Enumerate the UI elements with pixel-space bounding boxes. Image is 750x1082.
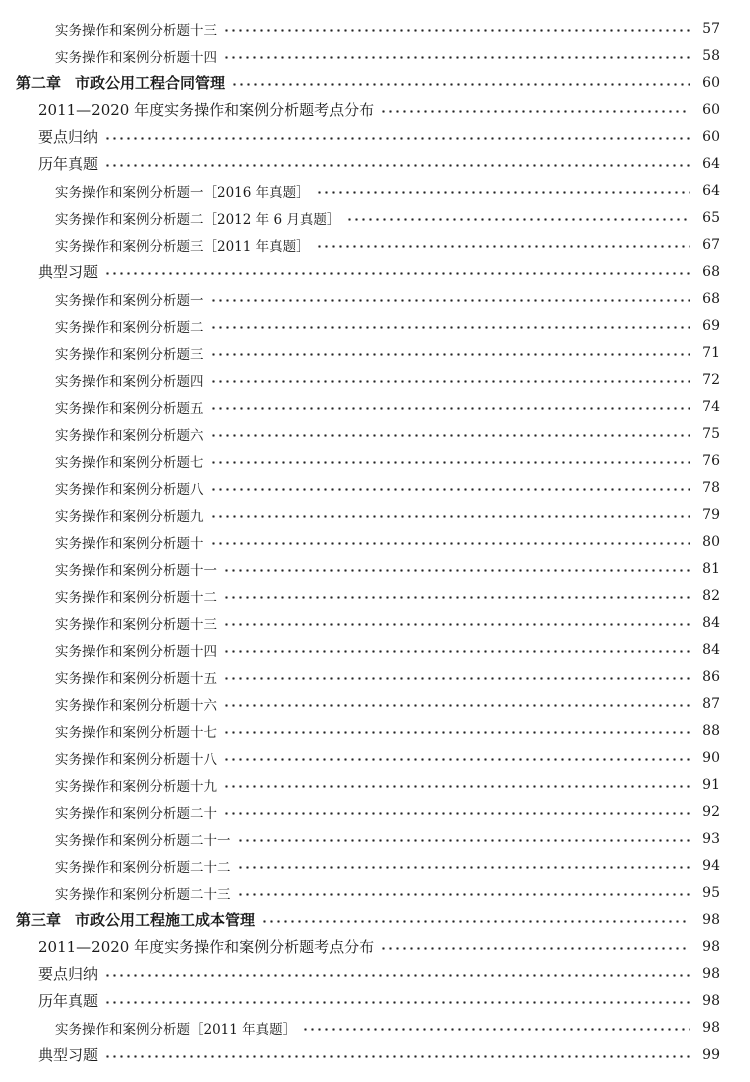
page-number: 65 — [702, 209, 720, 226]
toc-item-entry[interactable] — [0, 717, 750, 744]
toc-item-entry[interactable] — [0, 555, 750, 582]
dot-leader — [223, 569, 690, 572]
toc-entry-title: 实务操作和案例分析题二十一 — [55, 832, 231, 849]
page-number: 64 — [702, 155, 720, 172]
dot-leader — [210, 542, 691, 545]
toc-entry-title: 实务操作和案例分析题二十二 — [55, 859, 231, 876]
page-number: 86 — [702, 668, 720, 685]
toc-entry-title: 典型习题 — [38, 263, 99, 281]
toc-item-entry[interactable] — [0, 609, 750, 636]
toc-entry-title: 实务操作和案例分析题一 — [55, 292, 204, 309]
dot-leader — [237, 893, 691, 896]
toc-item-entry[interactable] — [0, 798, 750, 825]
toc-entry-title: 历年真题 — [38, 992, 99, 1010]
page-number: 90 — [702, 749, 720, 766]
dot-leader — [210, 488, 691, 491]
toc-item-entry[interactable] — [0, 582, 750, 609]
chapter-title: 市政公用工程合同管理 — [75, 74, 226, 92]
toc-entry-title: 实务操作和案例分析题一［2016 年真题］ — [55, 184, 310, 201]
page-number: 67 — [702, 236, 720, 253]
dot-leader — [104, 1001, 690, 1004]
page-number: 68 — [702, 290, 720, 307]
page-number: 98 — [702, 965, 720, 982]
page-number: 69 — [702, 317, 720, 334]
dot-leader — [380, 947, 690, 950]
page-number: 60 — [702, 101, 720, 118]
page-number: 71 — [702, 344, 720, 361]
dot-leader — [210, 380, 691, 383]
chapter-title: 市政公用工程施工成本管理 — [75, 911, 256, 929]
dot-leader — [104, 1055, 690, 1058]
toc-item-entry[interactable] — [0, 15, 750, 42]
dot-leader — [210, 515, 691, 518]
page-number: 81 — [702, 560, 720, 577]
toc-chapter-entry[interactable] — [0, 69, 750, 96]
toc-entry-title: 要点归纳 — [38, 128, 99, 146]
dot-leader — [223, 56, 690, 59]
toc-item-entry[interactable] — [0, 312, 750, 339]
toc-item-entry[interactable] — [0, 771, 750, 798]
dot-leader — [210, 461, 691, 464]
toc-entry-title: 实务操作和案例分析题十二 — [55, 589, 217, 606]
page-number: 94 — [702, 857, 720, 874]
toc-section-entry[interactable] — [0, 258, 750, 285]
page-number: 98 — [702, 938, 720, 955]
toc-entry-title: 实务操作和案例分析题三 — [55, 346, 204, 363]
page-number: 98 — [702, 992, 720, 1009]
page-number: 79 — [702, 506, 720, 523]
toc-entry-title — [16, 909, 255, 930]
toc-entry-title: 实务操作和案例分析题十三 — [55, 22, 217, 39]
toc-item-entry[interactable] — [0, 852, 750, 879]
dot-leader — [346, 218, 690, 221]
chapter-number: 第二章 — [16, 74, 62, 92]
toc-entry-title: 2011—2020 年度实务操作和案例分析题考点分布 — [38, 938, 375, 956]
page-number: 58 — [702, 47, 720, 64]
page-number: 78 — [702, 479, 720, 496]
toc-item-entry[interactable] — [0, 528, 750, 555]
toc-entry-title: 实务操作和案例分析题十四 — [55, 643, 217, 660]
toc-item-entry[interactable] — [0, 393, 750, 420]
dot-leader — [237, 866, 691, 869]
toc-entry-title: 实务操作和案例分析题二［2012 年 6 月真题］ — [55, 211, 341, 228]
dot-leader — [104, 137, 690, 140]
toc-item-entry[interactable] — [0, 501, 750, 528]
toc-section-entry[interactable] — [0, 960, 750, 987]
page-number: 84 — [702, 614, 720, 631]
page-number: 57 — [702, 20, 720, 37]
toc-entry-title: 实务操作和案例分析题十八 — [55, 751, 217, 768]
page-number: 98 — [702, 911, 720, 928]
dot-leader — [223, 704, 690, 707]
toc-entry-title: 2011—2020 年度实务操作和案例分析题考点分布 — [38, 101, 375, 119]
dot-leader — [104, 974, 690, 977]
dot-leader — [237, 839, 691, 842]
toc-entry-title: 实务操作和案例分析题十四 — [55, 49, 217, 66]
toc-item-entry[interactable] — [0, 204, 750, 231]
toc-item-entry[interactable] — [0, 231, 750, 258]
toc-section-entry[interactable] — [0, 933, 750, 960]
toc-entry-title: 实务操作和案例分析题十 — [55, 535, 204, 552]
toc-entry-title: 实务操作和案例分析题八 — [55, 481, 204, 498]
toc-entry-title: 实务操作和案例分析题九 — [55, 508, 204, 525]
page-number: 80 — [702, 533, 720, 550]
dot-leader — [223, 677, 690, 680]
toc-section-entry[interactable] — [0, 150, 750, 177]
dot-leader — [104, 272, 690, 275]
page-number: 87 — [702, 695, 720, 712]
toc-entry-title: 实务操作和案例分析题十三 — [55, 616, 217, 633]
page-number: 98 — [702, 1019, 720, 1036]
toc-entry-title: 实务操作和案例分析题十七 — [55, 724, 217, 741]
chapter-number: 第三章 — [16, 911, 62, 929]
toc-item-entry[interactable] — [0, 744, 750, 771]
toc-item-entry[interactable] — [0, 825, 750, 852]
toc-entry-title: 实务操作和案例分析题六 — [55, 427, 204, 444]
toc-item-entry[interactable] — [0, 474, 750, 501]
table-of-contents — [0, 15, 750, 1068]
toc-item-entry[interactable] — [0, 177, 750, 204]
dot-leader — [380, 110, 690, 113]
page-number: 99 — [702, 1046, 720, 1063]
toc-entry-title: 实务操作和案例分析题十九 — [55, 778, 217, 795]
toc-item-entry[interactable] — [0, 636, 750, 663]
toc-entry-title: 实务操作和案例分析题十一 — [55, 562, 217, 579]
dot-leader — [210, 299, 691, 302]
toc-section-entry[interactable] — [0, 96, 750, 123]
dot-leader — [210, 326, 691, 329]
toc-chapter-entry[interactable] — [0, 906, 750, 933]
page-number: 74 — [702, 398, 720, 415]
page-number: 91 — [702, 776, 720, 793]
dot-leader — [302, 1028, 690, 1031]
page-number: 75 — [702, 425, 720, 442]
toc-section-entry[interactable] — [0, 987, 750, 1014]
dot-leader — [316, 191, 690, 194]
toc-item-entry[interactable] — [0, 1014, 750, 1041]
toc-entry-title: 实务操作和案例分析题［2011 年真题］ — [55, 1021, 297, 1038]
dot-leader — [223, 758, 690, 761]
toc-section-entry[interactable] — [0, 123, 750, 150]
toc-entry-title: 实务操作和案例分析题二 — [55, 319, 204, 336]
toc-entry-title: 实务操作和案例分析题七 — [55, 454, 204, 471]
toc-entry-title: 实务操作和案例分析题二十三 — [55, 886, 231, 903]
dot-leader — [223, 29, 690, 32]
dot-leader — [223, 623, 690, 626]
toc-item-entry[interactable] — [0, 420, 750, 447]
toc-item-entry[interactable] — [0, 42, 750, 69]
page-number: 82 — [702, 587, 720, 604]
dot-leader — [223, 812, 690, 815]
toc-entry-title: 实务操作和案例分析题十六 — [55, 697, 217, 714]
toc-item-entry[interactable] — [0, 447, 750, 474]
page-number: 76 — [702, 452, 720, 469]
dot-leader — [231, 83, 690, 86]
toc-entry-title: 典型习题 — [38, 1046, 99, 1064]
toc-item-entry[interactable] — [0, 339, 750, 366]
dot-leader — [261, 920, 690, 923]
toc-entry-title: 实务操作和案例分析题十五 — [55, 670, 217, 687]
toc-item-entry[interactable] — [0, 366, 750, 393]
dot-leader — [210, 407, 691, 410]
dot-leader — [316, 245, 690, 248]
toc-entry-title — [16, 72, 225, 93]
toc-entry-title: 实务操作和案例分析题三［2011 年真题］ — [55, 238, 310, 255]
page-number: 72 — [702, 371, 720, 388]
dot-leader — [210, 434, 691, 437]
toc-item-entry[interactable] — [0, 663, 750, 690]
toc-item-entry[interactable] — [0, 690, 750, 717]
toc-entry-title: 实务操作和案例分析题四 — [55, 373, 204, 390]
page-number: 60 — [702, 74, 720, 91]
dot-leader — [223, 596, 690, 599]
dot-leader — [223, 731, 690, 734]
dot-leader — [223, 785, 690, 788]
page-number: 60 — [702, 128, 720, 145]
page-number: 93 — [702, 830, 720, 847]
dot-leader — [223, 650, 690, 653]
toc-entry-title: 实务操作和案例分析题二十 — [55, 805, 217, 822]
page-number: 95 — [702, 884, 720, 901]
toc-item-entry[interactable] — [0, 285, 750, 312]
page-number: 68 — [702, 263, 720, 280]
page-number: 64 — [702, 182, 720, 199]
toc-entry-title: 要点归纳 — [38, 965, 99, 983]
toc-section-entry[interactable] — [0, 1041, 750, 1068]
dot-leader — [210, 353, 691, 356]
toc-entry-title: 实务操作和案例分析题五 — [55, 400, 204, 417]
toc-item-entry[interactable] — [0, 879, 750, 906]
dot-leader — [104, 164, 690, 167]
page-number: 92 — [702, 803, 720, 820]
toc-entry-title: 历年真题 — [38, 155, 99, 173]
page-number: 88 — [702, 722, 720, 739]
page-number: 84 — [702, 641, 720, 658]
